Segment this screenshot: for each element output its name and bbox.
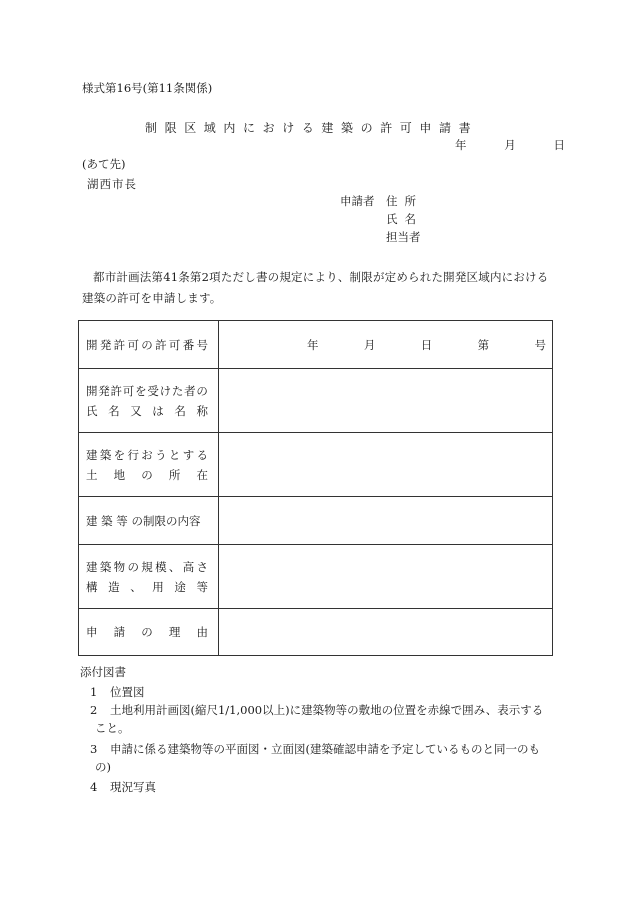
label-char: 許: [113, 337, 126, 352]
restriction-content-label: [79, 497, 219, 545]
label-char: 行: [127, 447, 139, 462]
label-char: の: [196, 383, 208, 398]
label-char: さ: [196, 559, 208, 574]
label-char: 途: [174, 579, 186, 594]
attachment-text: 土地利用計画図(縮尺1/1,000以上)に建築物等の敷地の位置を赤線で囲み、表示する: [110, 703, 544, 717]
label-char: を: [135, 383, 147, 398]
date-day-label: 日: [553, 138, 565, 152]
label-char: 、: [168, 559, 181, 574]
restriction-content-field[interactable]: [219, 497, 553, 545]
label-char: 築: [99, 559, 112, 574]
label-char: 開: [86, 383, 98, 398]
land-location-label: [79, 433, 219, 497]
label-char: 土: [86, 467, 98, 482]
label-char: 許: [155, 337, 167, 352]
label-char: 理: [168, 625, 181, 639]
label-char: 号: [196, 337, 208, 352]
table-row: [79, 321, 553, 369]
attachment-text: 位置図: [110, 685, 145, 699]
label-char: の: [127, 559, 139, 574]
label-char: 名: [174, 403, 186, 418]
document-title: 制限区域内における建築の許可申請書: [145, 121, 479, 135]
label-char: 月: [363, 337, 376, 352]
label-char: 在: [196, 467, 208, 482]
permit-number-field[interactable]: [219, 321, 553, 369]
label-char: 物: [113, 559, 126, 574]
label-char: 規: [141, 559, 153, 574]
addressee-name: 湖西市長: [87, 177, 137, 191]
justified-label: [86, 557, 208, 577]
date-year-label: 年: [455, 138, 467, 152]
label-char: 造: [108, 579, 120, 594]
label-char: は: [152, 403, 164, 418]
label-char: 又: [130, 403, 142, 418]
label-char: の: [141, 467, 153, 482]
label-char: 発: [98, 383, 110, 398]
label-char: の: [141, 337, 153, 352]
permit-holder-label: [79, 369, 219, 433]
label-char: 号: [534, 337, 546, 352]
land-location-field[interactable]: [219, 433, 553, 497]
label-char: 用: [152, 579, 164, 594]
attachment-text-continued: こと。: [95, 721, 130, 735]
justified-label: [86, 401, 208, 421]
table-row: [79, 545, 553, 609]
label-char: 所: [168, 467, 181, 482]
attachment-text-continued: の): [95, 760, 111, 774]
label-char: け: [159, 383, 172, 398]
form-number: 様式第16号(第11条関係): [82, 81, 213, 95]
label-char: 名: [108, 403, 120, 418]
label-char: を: [113, 447, 126, 462]
attachment-item: [82, 778, 560, 796]
table-row: [79, 369, 553, 433]
justified-label: [86, 577, 208, 597]
application-table: [78, 320, 553, 656]
attachment-number: 3: [90, 742, 98, 756]
permit-holder-field[interactable]: [219, 369, 553, 433]
label-char: 可: [127, 337, 139, 352]
label-char: と: [168, 447, 181, 462]
permit-number-parts: [219, 337, 552, 353]
attachment-number: 1: [90, 685, 98, 699]
label-char: る: [196, 447, 208, 462]
label-char: 可: [122, 383, 135, 398]
label-char: の: [141, 625, 153, 639]
label-char: 可: [168, 337, 181, 352]
address-field-label: 住所: [386, 194, 423, 208]
attachment-number: 2: [90, 703, 98, 717]
label-char: 日: [420, 337, 433, 352]
label-char: 高: [182, 559, 195, 574]
name-field-label: 氏名: [386, 212, 423, 226]
attachment-text: 申請に係る建築物等の平面図・立面図(建築確認申請を予定しているものと同一のも: [110, 742, 540, 756]
date-line: [455, 137, 565, 153]
label-char: 、: [130, 579, 142, 594]
label-char: 称: [196, 403, 208, 418]
label-char: た: [171, 383, 184, 398]
label-char: 番: [182, 337, 195, 352]
justified-label: [86, 622, 208, 642]
application-statement: 都市計画法第41条第2項ただし書の規定により、制限が定められた開発区域内における建築の許可を申請します。: [82, 270, 549, 305]
label-char: 氏: [86, 403, 98, 418]
justified-label: [86, 335, 208, 355]
application-reason-field[interactable]: [219, 609, 553, 656]
justified-label: [86, 381, 208, 401]
attachment-text: 現況写真: [110, 780, 156, 794]
label-char: 構: [86, 579, 98, 594]
label-char: 発: [99, 337, 112, 352]
label-char: 年: [307, 337, 319, 352]
attachments-title: 添付図書: [80, 665, 126, 679]
building-scale-field[interactable]: [219, 545, 553, 609]
table-row: [79, 433, 553, 497]
label-char: 受: [147, 383, 159, 398]
label-char: 模: [155, 559, 167, 574]
attachment-item: [82, 740, 560, 776]
label-char: う: [155, 447, 167, 462]
label-char: 請: [113, 625, 126, 639]
attachment-item: [82, 683, 560, 701]
table-row: [79, 497, 553, 545]
label-char: 者: [184, 383, 196, 398]
label-char: 第: [477, 337, 490, 352]
label-char: 建: [86, 559, 98, 574]
justified-label: [86, 445, 208, 465]
label-char: 築: [99, 447, 112, 462]
permit-number-label: [79, 321, 219, 369]
building-scale-label: [79, 545, 219, 609]
date-month-label: 月: [504, 138, 516, 152]
label-char: 等: [196, 579, 208, 594]
label-char: お: [141, 447, 153, 462]
attachment-number: 4: [90, 780, 98, 794]
label-char: 開: [86, 337, 98, 352]
label-char: 許: [110, 383, 123, 398]
table-row: [79, 609, 553, 656]
label-char: 由: [196, 625, 208, 639]
contact-field-label: 担当者: [386, 230, 421, 244]
justified-label: [86, 465, 208, 485]
application-reason-label: [79, 609, 219, 656]
addressee-label: (あて先): [82, 157, 126, 171]
label-char: 建: [86, 447, 98, 462]
label-char: す: [182, 447, 195, 462]
label-char: 申: [86, 625, 98, 639]
label-char: 地: [113, 467, 126, 482]
restriction-content-text: 建 築 等 の制限の内容: [86, 513, 201, 528]
applicant-label: 申請者: [340, 194, 375, 208]
attachment-item: [82, 701, 560, 737]
